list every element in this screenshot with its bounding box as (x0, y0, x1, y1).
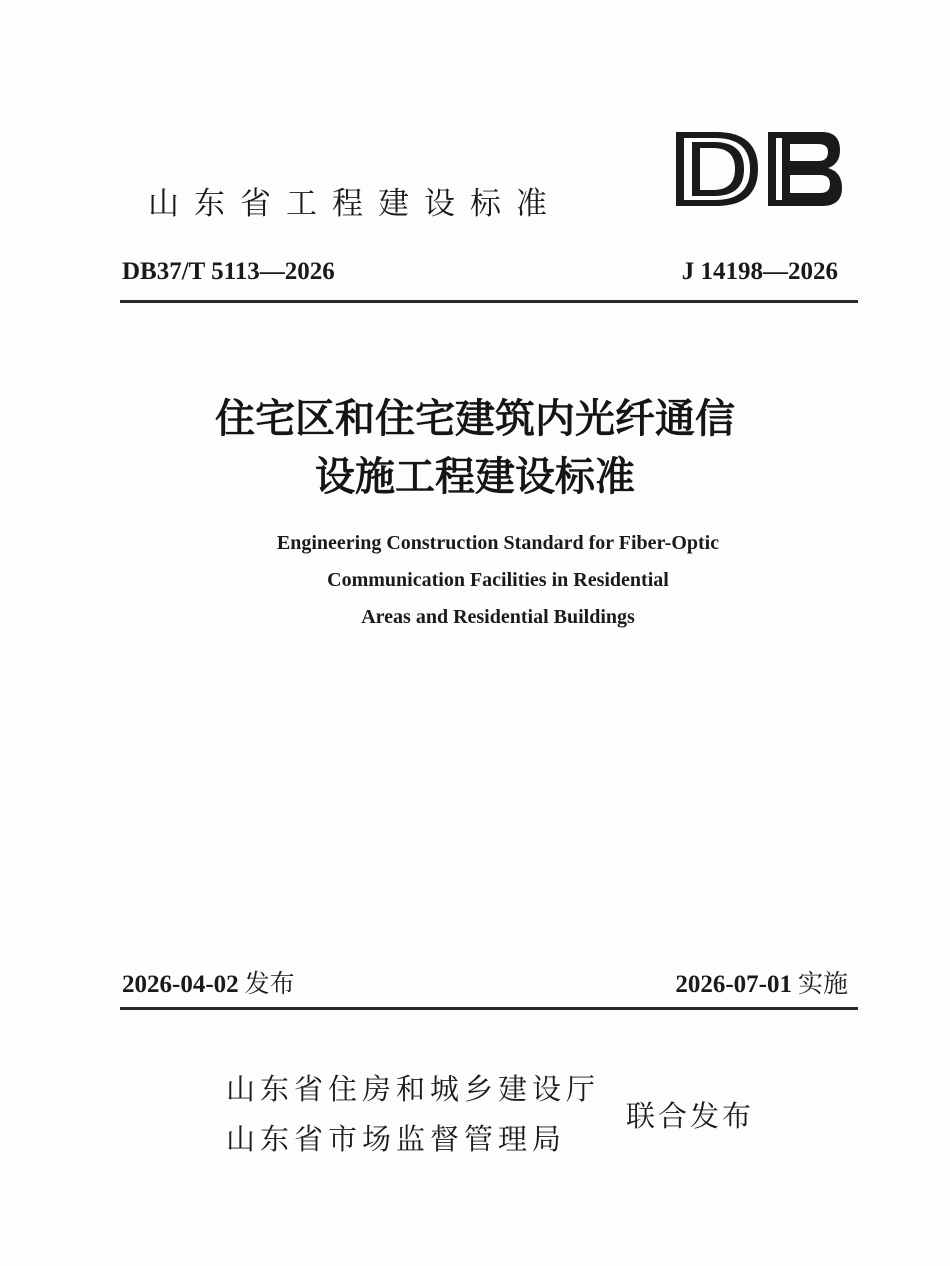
issue-date: 2026-04-02 (122, 971, 239, 998)
english-title (0, 525, 950, 636)
english-title-line-1: Engineering Construction Standard for Fiber-Optic (276, 532, 720, 554)
standard-number: DB37/T 5113—2026 (122, 258, 335, 285)
publisher-list (226, 1064, 600, 1164)
standard-codes-row (122, 258, 838, 286)
chinese-title-line-2: 设施工程建设标准 (315, 453, 635, 500)
chinese-title (0, 390, 950, 506)
issue-label: 发布 (244, 969, 295, 998)
bottom-divider (120, 1007, 858, 1010)
publisher-org-1: 山东省住房和城乡建设厅 (226, 1072, 601, 1106)
db-logo (672, 128, 844, 210)
effective-label: 实施 (797, 969, 848, 998)
english-title-line-3: Areas and Residential Buildings (361, 606, 635, 628)
chinese-title-line-1: 住宅区和住宅建筑内光纤通信 (215, 395, 735, 442)
issue-date-group (122, 964, 295, 1000)
publisher-org-2: 山东省市场监督管理局 (226, 1122, 567, 1156)
english-title-line-2: Communication Facilities in Residential (327, 569, 669, 591)
record-number: J 14198—2026 (681, 258, 838, 285)
top-divider (120, 300, 858, 303)
effective-date-group (675, 964, 848, 1000)
joint-publish-label: 联合发布 (626, 1099, 755, 1133)
dates-row (122, 964, 848, 1000)
effective-date: 2026-07-01 (675, 971, 792, 998)
series-title: 山东省工程建设标准 (148, 186, 562, 222)
